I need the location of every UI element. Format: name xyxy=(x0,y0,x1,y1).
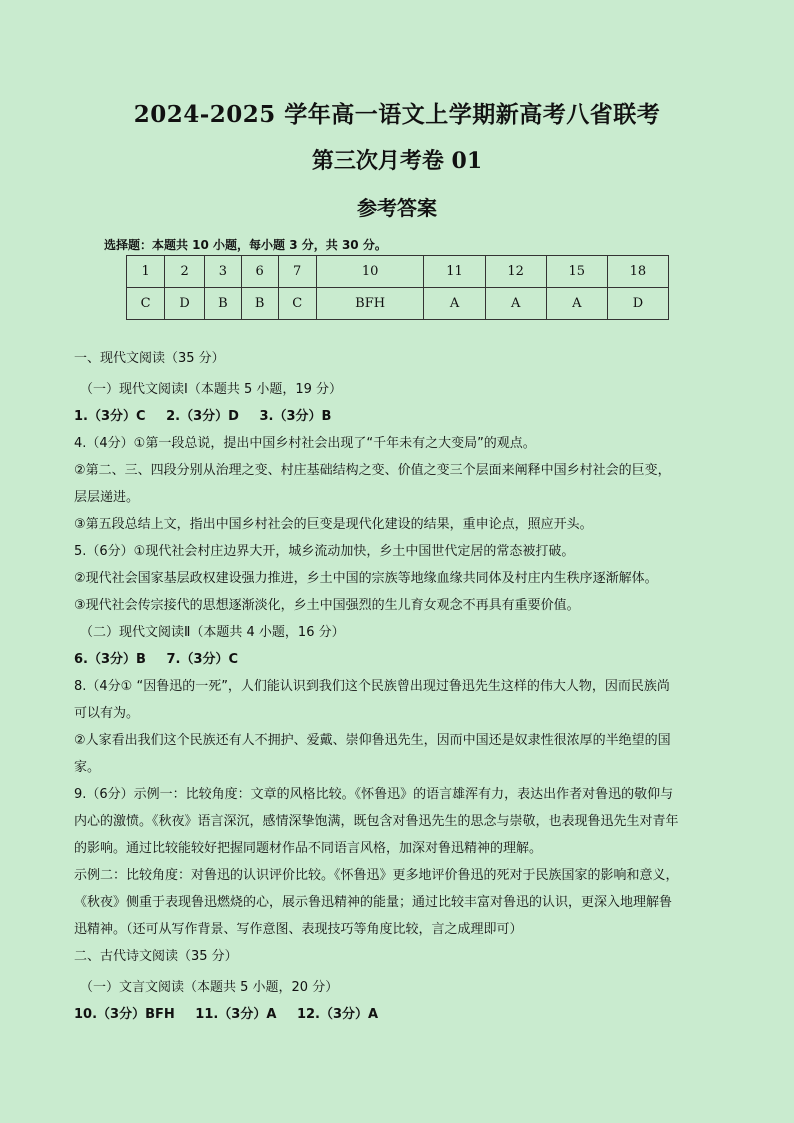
exam-subtitle: 第三次月考卷 01 xyxy=(311,148,483,174)
answer-line: ②人家看出我们这个民族还有人不拥护、爱戴、崇仰鲁迅先生，因而中国还是奴隶性很浓厚的半绝望的国 xyxy=(74,733,671,748)
answer-q2: 2.（3分）D xyxy=(166,409,239,424)
answer-line: 可以有为。 xyxy=(74,706,140,721)
subsection-heading: （一）文言文阅读（本题共 5 小题，20 分） xyxy=(80,980,339,995)
table-cell: A xyxy=(546,288,607,320)
table-cell: 10 xyxy=(316,256,424,288)
table-cell: A xyxy=(485,288,546,320)
table-cell: 7 xyxy=(278,256,316,288)
answer-line: 的影响。通过比较能较好把握同题材作品不同语言风格，加深对鲁迅精神的理解。 xyxy=(74,841,543,856)
answer-line: ③第五段总结上文，指出中国乡村社会的巨变是现代化建设的结果，重申论点，照应开头。 xyxy=(74,517,593,532)
table-cell: C xyxy=(127,288,165,320)
table-cell: A xyxy=(424,288,485,320)
answer-line: ②第二、三、四段分别从治理之变、村庄基础结构之变、价值之变三个层面来阐释中国乡村社会的巨变， xyxy=(74,463,671,478)
table-cell: D xyxy=(165,288,205,320)
table-cell: BFH xyxy=(316,288,424,320)
answer-q12: 12.（3分）A xyxy=(296,1007,379,1022)
answer-line: 《秋夜》侧重于表现鲁迅燃烧的心，展示鲁迅精神的能量；通过比较丰富对鲁迅的认识，更深入地理解鲁 xyxy=(74,895,673,910)
table-cell: C xyxy=(278,288,316,320)
answer-q1: 1.（3分）C xyxy=(74,409,146,424)
table-cell: B xyxy=(241,288,278,320)
table-cell: 1 xyxy=(127,256,165,288)
answer-content xyxy=(74,345,724,1028)
table-cell: 12 xyxy=(485,256,546,288)
table-row-numbers xyxy=(127,256,669,288)
answer-line xyxy=(74,1001,724,1028)
choice-intro: 选择题：本题共 10 小题，每小题 3 分，共 30 分。 xyxy=(104,238,387,252)
answer-q11: 11.（3分）A xyxy=(195,1007,277,1022)
section-heading: 一、现代文阅读（35 分） xyxy=(74,351,225,366)
answer-q3: 3.（3分）B xyxy=(259,409,332,424)
exam-title: 2024-2025 学年高一语文上学期新高考八省联考 xyxy=(133,101,661,128)
table-cell: D xyxy=(607,288,668,320)
subsection-heading: （二）现代文阅读Ⅱ（本题共 4 小题，16 分） xyxy=(80,625,345,640)
answer-line: 示例二：比较角度：对鲁迅的认识评价比较。《怀鲁迅》更多地评价鲁迅的死对于民族国家的影响和意义， xyxy=(74,868,679,883)
subsection-heading: （一）现代文阅读Ⅰ（本题共 5 小题，19 分） xyxy=(80,382,343,397)
answer-q10: 10.（3分）BFH xyxy=(74,1007,175,1022)
answer-line: 8.（4分① “因鲁迅的一死”，人们能认识到我们这个民族曾出现过鲁迅先生这样的伟大人物，因而民族尚 xyxy=(74,679,670,694)
answer-line: 9.（6分）示例一：比较角度：文章的风格比较。《怀鲁迅》的语言雄浑有力，表达出作者对鲁迅的敬仰与 xyxy=(74,787,674,802)
answer-line xyxy=(74,403,724,430)
answer-line: 内心的激愤。《秋夜》语言深沉，感情深挚饱满，既包含对鲁迅先生的思念与崇敬，也表现鲁迅先生对青年 xyxy=(74,814,679,829)
table-row-answers xyxy=(127,288,669,320)
answer-line: 5.（6分）①现代社会村庄边界大开，城乡流动加快，乡土中国世代定居的常态被打破。 xyxy=(74,544,575,559)
answer-q7: 7.（3分）C xyxy=(166,652,239,667)
answer-key-heading: 参考答案 xyxy=(357,196,437,220)
answer-line: ②现代社会国家基层政权建设强力推进，乡土中国的宗族等地缘血缘共同体及村庄内生秩序逐渐解体。 xyxy=(74,571,658,586)
table-cell: 11 xyxy=(424,256,485,288)
table-cell: 15 xyxy=(546,256,607,288)
choice-answer-table xyxy=(126,255,669,320)
answer-line: 层层递进。 xyxy=(74,490,140,505)
answer-line: 家。 xyxy=(74,760,101,775)
answer-line: 迅精神。（还可从写作背景、写作意图、表现技巧等角度比较，言之成理即可） xyxy=(74,922,523,937)
answer-q6: 6.（3分）B xyxy=(74,652,146,667)
table-cell: 3 xyxy=(205,256,242,288)
answer-line: 4.（4分）①第一段总说，提出中国乡村社会出现了“千年未有之大变局”的观点。 xyxy=(74,436,536,451)
answer-line: ③现代社会传宗接代的思想逐渐淡化，乡土中国强烈的生儿育女观念不再具有重要价值。 xyxy=(74,598,580,613)
table-cell: 18 xyxy=(607,256,668,288)
section-heading: 二、古代诗文阅读（35 分） xyxy=(74,949,238,964)
table-cell: 6 xyxy=(241,256,278,288)
table-cell: B xyxy=(205,288,242,320)
answer-line xyxy=(74,646,724,673)
table-cell: 2 xyxy=(165,256,205,288)
